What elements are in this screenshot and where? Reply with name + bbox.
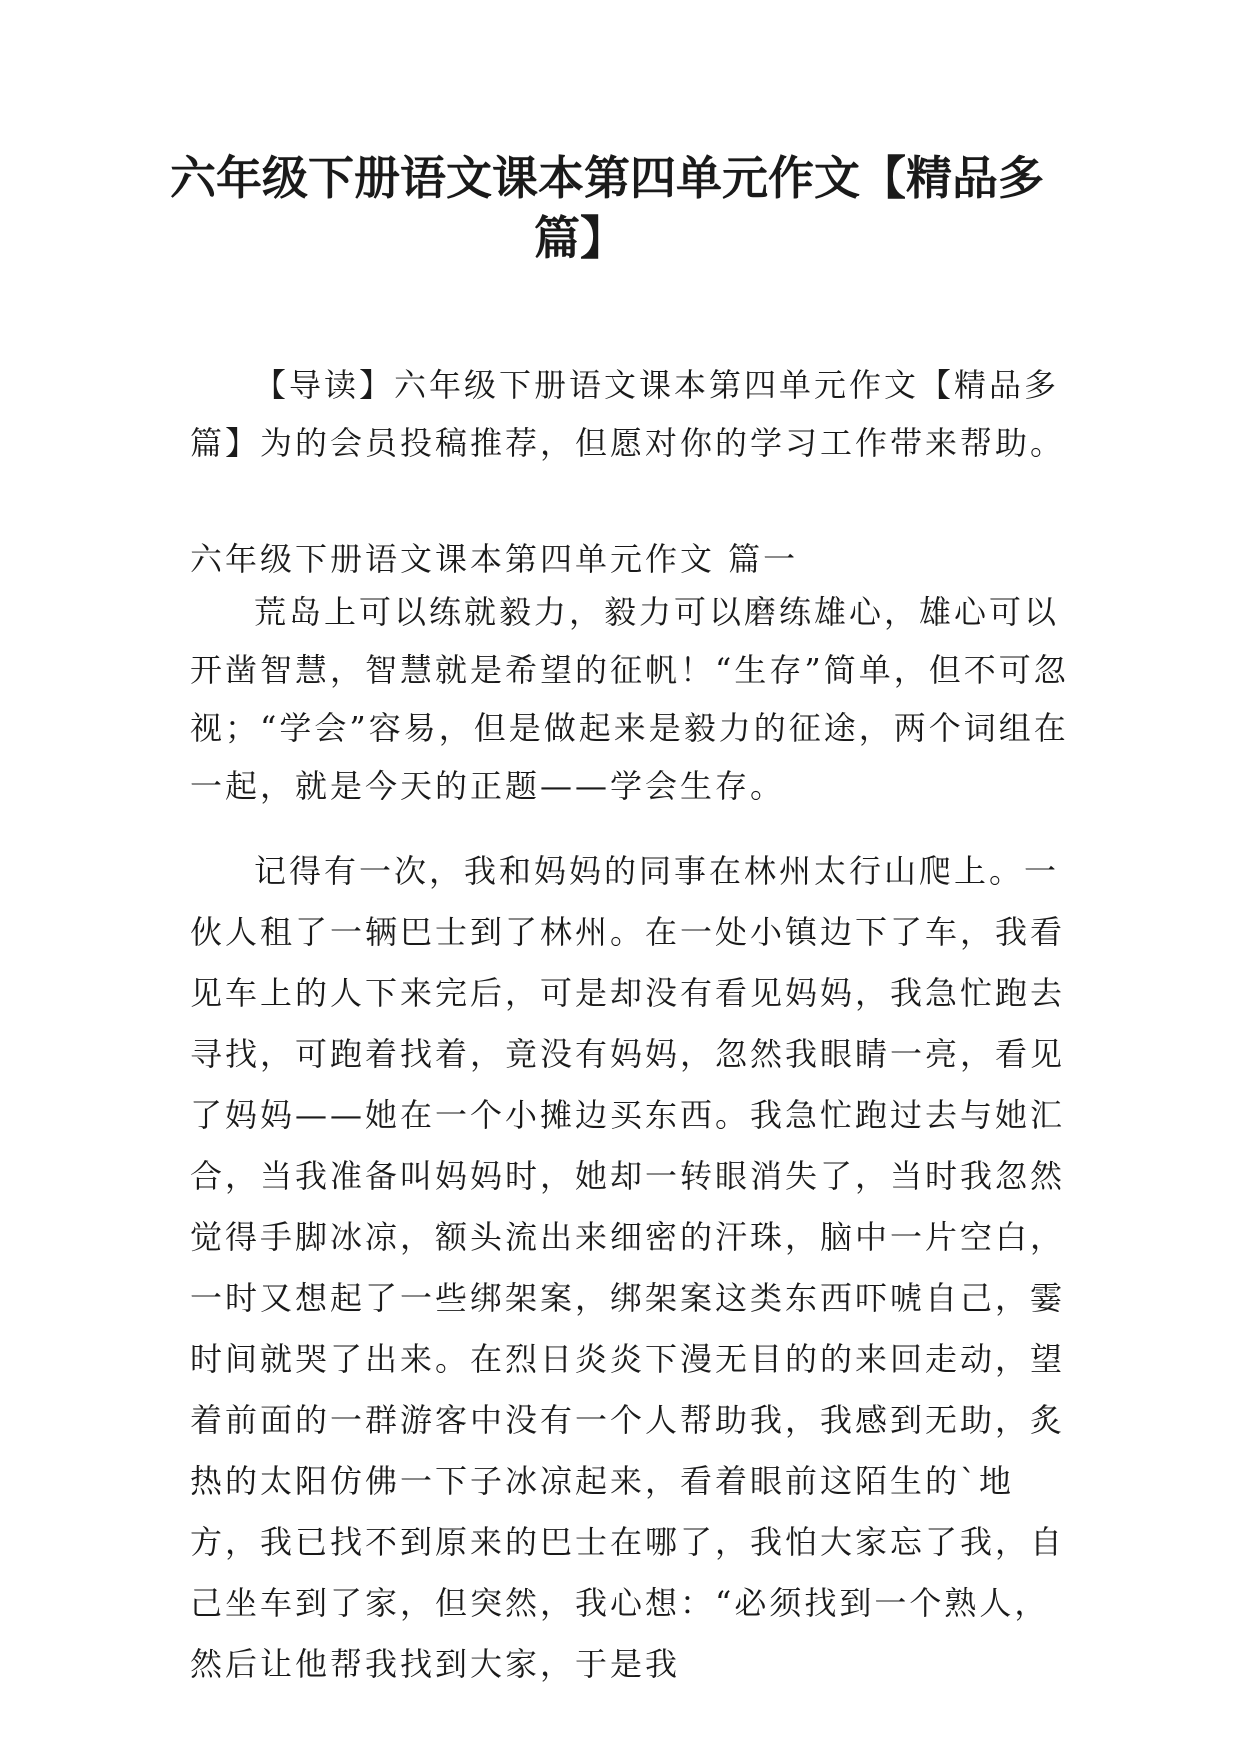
body-paragraph: 荒岛上可以练就毅力，毅力可以磨练雄心，雄心可以开凿智慧，智慧就是希望的征帆！“生存”简单，但不可忽视；“学会”容易，但是做起来是毅力的征途，两个词组在一起，就是今天的正题——学会生存。 bbox=[190, 593, 1069, 805]
title-line-2: 篇】 bbox=[534, 211, 626, 265]
section-heading: 六年级下册语文课本第四单元作文 篇一 bbox=[190, 540, 799, 578]
document-title bbox=[170, 148, 1070, 268]
intro-paragraph: 【导读】六年级下册语文课本第四单元作文【精品多篇】为的会员投稿推荐，但愿对你的学习工作带来帮助。 bbox=[190, 366, 1066, 462]
body-paragraph: 记得有一次，我和妈妈的同事在林州太行山爬上。一伙人租了一辆巴士到了林州。在一处小镇边下了车，我看见车上的人下来完后，可是却没有看见妈妈，我急忙跑去寻找，可跑着找着，竟没有妈妈，忽然我眼睛一亮，看见了妈妈——她在一个小摊边买东西。我急忙跑过去与她汇合，当我准备叫妈妈时，她却一转眼消失了，当时我忽然觉得手脚冰凉，额头流出来细密的汗珠，脑中一片空白，一时又想起了一些绑架案，绑架案这类东西吓唬自己，霎时间就哭了出来。在烈日炎炎下漫无目的的来回走动，望着前面的一群游客中没有一个人帮助我，我感到无助，炙热的太阳仿佛一下子冰凉起来，看着眼前这陌生的`地方，我已找不到原来的巴士在哪了，我怕大家忘了我，自己坐车到了家，但突然，我心想：“必须找到一个熟人，然后让他帮我找到大家，于是我 bbox=[190, 852, 1066, 1683]
title-line-1: 六年级下册语文课本第四单元作文【精品多 bbox=[170, 151, 1044, 205]
